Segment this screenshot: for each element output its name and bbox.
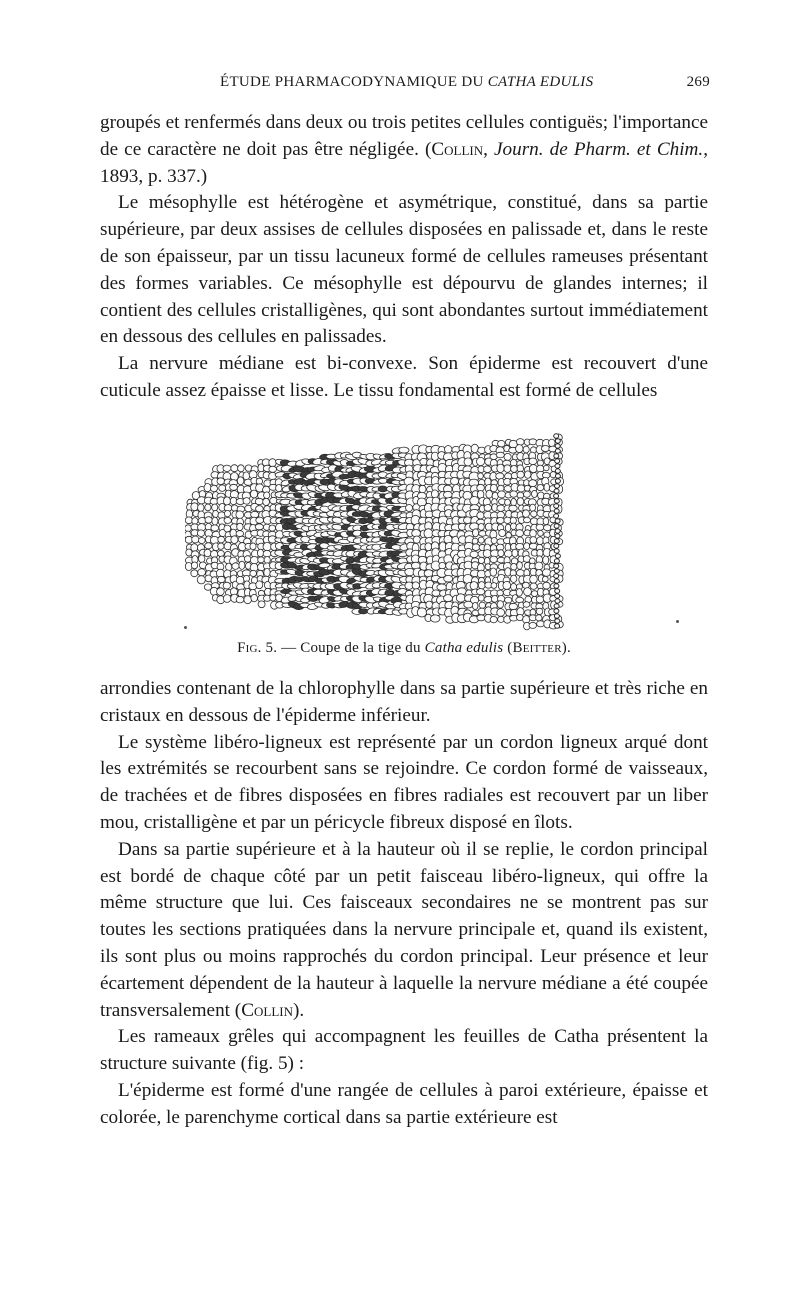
tissue-cell — [555, 444, 560, 448]
tissue-cell — [426, 601, 433, 608]
tissue-cell — [555, 534, 560, 538]
tissue-cell — [554, 499, 559, 503]
tissue-cell — [250, 490, 257, 498]
tissue-cell — [276, 485, 282, 492]
speck — [676, 620, 679, 623]
tissue-cell — [263, 550, 271, 557]
tissue-cell — [517, 485, 525, 492]
tissue-cell — [555, 519, 560, 523]
tissue-cell — [199, 555, 205, 563]
tissue-cell — [497, 601, 503, 609]
tissue-cell — [236, 596, 244, 603]
tissue-cell — [424, 570, 433, 577]
tissue-cell — [555, 624, 560, 628]
tissue-cell — [269, 525, 276, 531]
tissue-cell — [505, 550, 513, 557]
journal-title: Journ. de Pharm. et Chim. — [494, 138, 704, 160]
tissue-cell — [555, 464, 560, 468]
tissue-cell — [530, 537, 537, 544]
tissue-cell — [224, 510, 230, 516]
tissue-cell — [478, 595, 484, 601]
tissue-cell — [509, 603, 517, 609]
tissue-cell — [549, 439, 556, 447]
tissue-cell — [236, 511, 244, 519]
tissue-cell — [536, 615, 542, 621]
tissue-cell — [231, 465, 238, 472]
tissue-cell — [532, 490, 538, 497]
tissue-cell — [212, 517, 218, 525]
tissue-cell — [554, 559, 559, 563]
tissue-cell — [523, 510, 530, 518]
tissue-cell — [504, 465, 511, 473]
caption-author: Beitter — [512, 640, 562, 656]
tissue-cell — [463, 575, 472, 584]
author-name: Collin — [241, 999, 293, 1021]
tissue-cell — [270, 595, 276, 601]
tissue-cell — [555, 474, 560, 478]
tissue-cell — [531, 591, 537, 597]
tissue-cell — [524, 517, 531, 523]
tissue-cell — [478, 537, 484, 543]
tissue-cell — [517, 498, 524, 506]
tissue-cell — [491, 583, 497, 589]
tissue-cell — [439, 562, 446, 569]
tissue-cell — [406, 505, 413, 512]
tissue-cell — [524, 588, 532, 596]
tissue-cell — [257, 549, 263, 557]
tissue-cell — [524, 491, 531, 497]
tissue-cell — [258, 557, 265, 563]
tissue-cell — [555, 459, 560, 463]
text-block-bottom — [100, 676, 708, 1132]
header-title: ÉTUDE PHARMACODYNAMIQUE DU CATHA EDULIS — [220, 74, 594, 90]
tissue-cell — [554, 604, 559, 608]
tissue-cell — [555, 529, 560, 533]
tissue-cell — [536, 608, 543, 614]
tissue-cell — [479, 602, 485, 608]
page-number: 269 — [686, 74, 710, 90]
tissue-cell — [231, 536, 238, 544]
tissue-cell — [497, 609, 505, 617]
tissue-cell — [517, 471, 524, 478]
tissue-cell — [537, 537, 544, 545]
tissue-cell — [412, 582, 419, 589]
tissue-cell — [191, 503, 198, 511]
tissue-cell — [555, 484, 560, 488]
tissue-cell — [523, 446, 529, 453]
tissue-cell — [529, 480, 537, 487]
tissue-cell — [219, 485, 226, 492]
tissue-cell — [263, 498, 270, 505]
tissue-cell — [191, 544, 198, 552]
tissue-cell — [536, 596, 544, 603]
tissue-cell — [554, 574, 559, 578]
tissue-cell — [512, 549, 518, 557]
tissue-cell — [205, 517, 212, 523]
tissue-cell — [554, 539, 559, 543]
tissue-cell — [530, 504, 536, 511]
tissue-cell — [239, 561, 245, 569]
tissue-cell — [554, 584, 559, 588]
tissue-cell — [255, 524, 263, 530]
tissue-cell — [544, 525, 552, 531]
speck — [184, 626, 187, 629]
tissue-cell — [555, 594, 560, 598]
tissue-cell — [472, 538, 478, 544]
tissue-cell — [256, 581, 263, 589]
tissue-cell — [425, 543, 432, 551]
tissue-cell — [478, 473, 484, 479]
tissue-cell — [511, 575, 517, 582]
tissue-cell — [516, 589, 522, 597]
author-name: Collin — [431, 138, 484, 160]
tissue-cell — [555, 439, 560, 443]
text-block-top — [100, 110, 708, 405]
tissue-cell — [437, 584, 447, 590]
tissue-cell — [542, 569, 550, 576]
tissue-cell — [232, 563, 239, 570]
tissue-cell — [471, 444, 478, 453]
tissue-cell — [503, 581, 511, 589]
tissue-cell — [198, 569, 206, 576]
tissue-cell — [224, 517, 231, 523]
tissue-cell — [263, 543, 271, 551]
tissue-cell — [554, 494, 559, 498]
tissue-cell — [525, 471, 531, 478]
tissue-cell — [511, 465, 518, 472]
tissue-cell — [484, 505, 491, 512]
tissue-cell — [191, 570, 198, 577]
tissue-cell — [511, 583, 517, 590]
tissue-cell — [499, 529, 506, 536]
tissue-cell — [456, 594, 465, 602]
tissue-cell — [554, 524, 559, 528]
tissue-cell — [264, 492, 270, 499]
tissue-cell — [451, 478, 459, 485]
tissue-cell — [530, 583, 537, 589]
tissue-cell — [477, 457, 485, 465]
tissue-cell — [211, 485, 218, 492]
tissue-cell — [544, 465, 550, 471]
tissue-cell — [211, 525, 219, 531]
tissue-cell — [497, 505, 505, 511]
tissue-cell — [250, 570, 257, 576]
tissue-cell — [554, 514, 559, 518]
tissue-cell — [511, 563, 517, 570]
paragraph: Dans sa partie supérieure et à la hauteur où il se replie, le cordon principal est bordé de chaque côté par un petit faisceau libéro-ligneux, qui offre la même structure que lui. Ces faisceaux secondaires ne se montrent pas sur toutes les sections pratiquées dans la nervure principale et, quand ils existent, ils sont plus ou moins rapprochés du cordon principal. Leur présence et leur écartement dépendent de la hauteur à laquelle la nervure médiane a été coupée transversalement (Collin). — [100, 838, 708, 1021]
tissue-cell — [204, 549, 211, 557]
tissue-cell — [543, 582, 550, 589]
tissue-cell — [205, 504, 211, 511]
tissue-cell — [498, 550, 504, 557]
figure-label: Fig. 5. — [237, 640, 278, 656]
tissue-cell — [205, 543, 212, 549]
tissue-cell — [218, 576, 226, 582]
tissue-cell — [198, 504, 204, 512]
tissue-cell — [430, 615, 440, 622]
tissue-cell — [554, 564, 559, 568]
tissue-cell — [542, 576, 548, 582]
tissue-cell — [197, 576, 205, 584]
tissue-cell — [544, 483, 550, 491]
tissue-cell — [555, 589, 560, 593]
tissue-cell — [504, 453, 511, 460]
tissue-cell — [498, 440, 505, 447]
tissue-cell — [541, 446, 549, 452]
paragraph: L'épiderme est formé d'une rangée de cellules à paroi extérieure, épaisse et colorée, le parenchyme cortical dans sa partie extérieure est — [100, 1079, 708, 1128]
tissue-cell — [490, 484, 497, 491]
tissue-cell — [490, 616, 497, 622]
stem-section-figure — [185, 428, 605, 638]
tissue-cell — [554, 489, 559, 493]
tissue-cell — [555, 469, 560, 473]
tissue-cell — [419, 485, 426, 493]
tissue-cell — [250, 557, 258, 564]
tissue-cell — [555, 554, 560, 558]
paragraph: La nervure médiane est bi-convexe. Son épiderme est recouvert d'une cuticule assez épaisse et lisse. Le tissu fondamental est formé de cellules — [100, 353, 708, 401]
tissue-cell — [496, 452, 504, 458]
tissue-cell — [506, 532, 512, 538]
tissue-cell — [255, 498, 263, 504]
tissue-cell — [432, 590, 440, 596]
tissue-cell — [554, 454, 559, 458]
tissue-cell — [554, 609, 559, 613]
tissue-cell — [504, 486, 512, 492]
tissue-cell — [212, 504, 218, 511]
tissue-cell — [555, 449, 560, 453]
header-species: CATHA EDULIS — [487, 74, 594, 90]
paragraph: Le mésophylle est hétérogène et asymétrique, constitué, dans sa partie supérieure, par deux assises de cellules disposées en palissade et, dans le reste de son épaisseur, par un tissu lacuneux formé de cellules rameuses présentant des formes variables. Ce mésophylle est dépourvu de glandes internes; il contient des cellules cristalligènes, qui sont abondantes surtout immédiatement en dessous des cellules en palissades. — [100, 192, 708, 348]
tissue-cell — [192, 518, 198, 525]
paragraph: arrondies contenant de la chlorophylle dans sa partie supérieure et très riche en cristaux en dessous de l'épiderme inférieur. — [100, 678, 708, 726]
tissue-cell — [490, 556, 497, 563]
tissue-cell — [378, 486, 387, 492]
tissue-cell — [554, 544, 559, 548]
tissue-cell — [524, 543, 530, 550]
figure-caption: Fig. 5. — Coupe de la tige du Catha edulis (Beitter). — [237, 640, 571, 656]
tissue-cell — [478, 524, 484, 531]
tissue-cell — [185, 525, 192, 532]
tissue-cell — [269, 466, 277, 472]
tissue-cell — [498, 616, 505, 622]
tissue-cell — [192, 536, 199, 543]
tissue-cell — [491, 538, 497, 544]
tissue-cell — [478, 557, 484, 563]
tissue-cell — [497, 518, 505, 524]
tissue-cell — [516, 570, 524, 577]
tissue-cell — [523, 602, 530, 608]
tissue-cell — [498, 491, 506, 498]
tissue-cell — [478, 582, 485, 589]
tissue-cell — [543, 556, 549, 564]
tissue-cell — [530, 575, 538, 583]
tissue-cell — [243, 472, 250, 480]
tissue-cell — [538, 530, 544, 536]
tissue-cell — [537, 485, 544, 491]
tissue-cell — [243, 498, 250, 505]
tissue-cell — [536, 524, 544, 530]
tissue-cell — [510, 491, 518, 497]
tissue-cell — [554, 504, 559, 508]
tissue-cell — [554, 434, 559, 438]
tissue-cell — [529, 458, 537, 465]
tissue-cell — [497, 590, 503, 596]
tissue-cell — [555, 619, 560, 623]
running-header — [100, 74, 710, 98]
tissue-cell — [505, 524, 511, 531]
tissue-cell — [543, 518, 549, 525]
tissue-cell — [554, 614, 559, 618]
tissue-cell — [509, 505, 517, 511]
tissue-cell — [470, 551, 478, 558]
paragraph: Le système libéro-ligneux est représenté par un cordon ligneux arqué dont les extrémités se recourbent sans se rejoindre. Ce cordon formé de vaisseaux, de trachées et de fibres disposées en fibres radiales est recouvert par un liber mou, cristalligène et par un péricycle fibreux disposé en îlots. — [100, 731, 708, 833]
tissue-cell — [505, 597, 512, 603]
tissue-cell — [516, 530, 524, 537]
tissue-cell — [555, 599, 560, 603]
tissue-cell — [217, 588, 225, 596]
tissue-cell — [491, 596, 498, 603]
tissue-cell — [490, 568, 497, 576]
tissue-cell — [238, 465, 245, 472]
tissue-cell — [223, 595, 231, 603]
tissue-cell — [484, 596, 492, 602]
stem-cross-section-illustration — [185, 428, 605, 638]
tissue-cell — [498, 485, 504, 491]
tissue-cell — [554, 509, 559, 513]
tissue-cell — [554, 569, 559, 573]
tissue-cell — [516, 439, 524, 446]
tissue-cell — [256, 517, 264, 523]
tissue-cell — [445, 446, 452, 454]
tissue-cell — [264, 557, 270, 564]
tissue-cell — [444, 491, 453, 498]
tissue-cell — [470, 497, 479, 506]
tissue-cell — [399, 447, 409, 453]
tissue-cell — [250, 543, 256, 550]
tissue-cell — [236, 531, 244, 537]
paragraph: Les rameaux grêles qui accompagnent les feuilles de Catha présentent la structure suivante (fig. 5) : — [100, 1026, 708, 1075]
tissue-cell — [464, 458, 472, 466]
tissue-cell — [477, 512, 484, 519]
tissue-cell — [251, 594, 258, 601]
tissue-cell — [470, 582, 478, 590]
tissue-cell — [554, 549, 559, 553]
tissue-cell — [529, 622, 537, 628]
tissue-cell — [256, 506, 264, 512]
paragraph: groupés et renfermés dans deux ou trois petites cellules contiguës; l'importance de ce caractère ne doit pas être négligée. (Collin, Journ. de Pharm. et Chim., 1893, p. 337.) — [100, 112, 708, 187]
tissue-cell — [218, 550, 225, 556]
tissue-cell — [264, 568, 270, 576]
tissue-cell — [531, 511, 537, 517]
tissue-cell — [472, 544, 480, 551]
tissue-cell — [258, 601, 265, 608]
tissue-cell — [424, 529, 433, 538]
tissue-cell — [554, 579, 559, 583]
tissue-cell — [472, 603, 478, 610]
tissue-cell — [197, 530, 204, 537]
caption-species: Catha edulis — [424, 640, 504, 656]
tissue-cell — [237, 523, 243, 530]
tissue-cell — [236, 576, 244, 584]
tissue-cell — [218, 543, 224, 549]
tissue-cell — [223, 465, 231, 471]
tissue-cell — [223, 582, 230, 589]
tissue-cell — [230, 484, 238, 490]
tissue-cell — [555, 479, 560, 483]
tissue-cell — [477, 589, 485, 595]
tissue-cell — [535, 562, 543, 570]
tissue-cell — [444, 575, 453, 582]
tissue-cell — [516, 445, 523, 453]
tissue-cell — [224, 525, 231, 532]
tissue-cell — [477, 615, 485, 621]
tissue-cell — [204, 484, 211, 492]
tissue-cell — [517, 562, 523, 570]
tissue-cell — [224, 497, 231, 505]
tissue-cell — [191, 562, 197, 569]
tissue-cell — [198, 538, 205, 544]
tissue-cell — [218, 536, 225, 543]
tissue-cell — [473, 529, 479, 537]
tissue-cell — [484, 466, 492, 473]
tissue-cell — [269, 459, 276, 467]
